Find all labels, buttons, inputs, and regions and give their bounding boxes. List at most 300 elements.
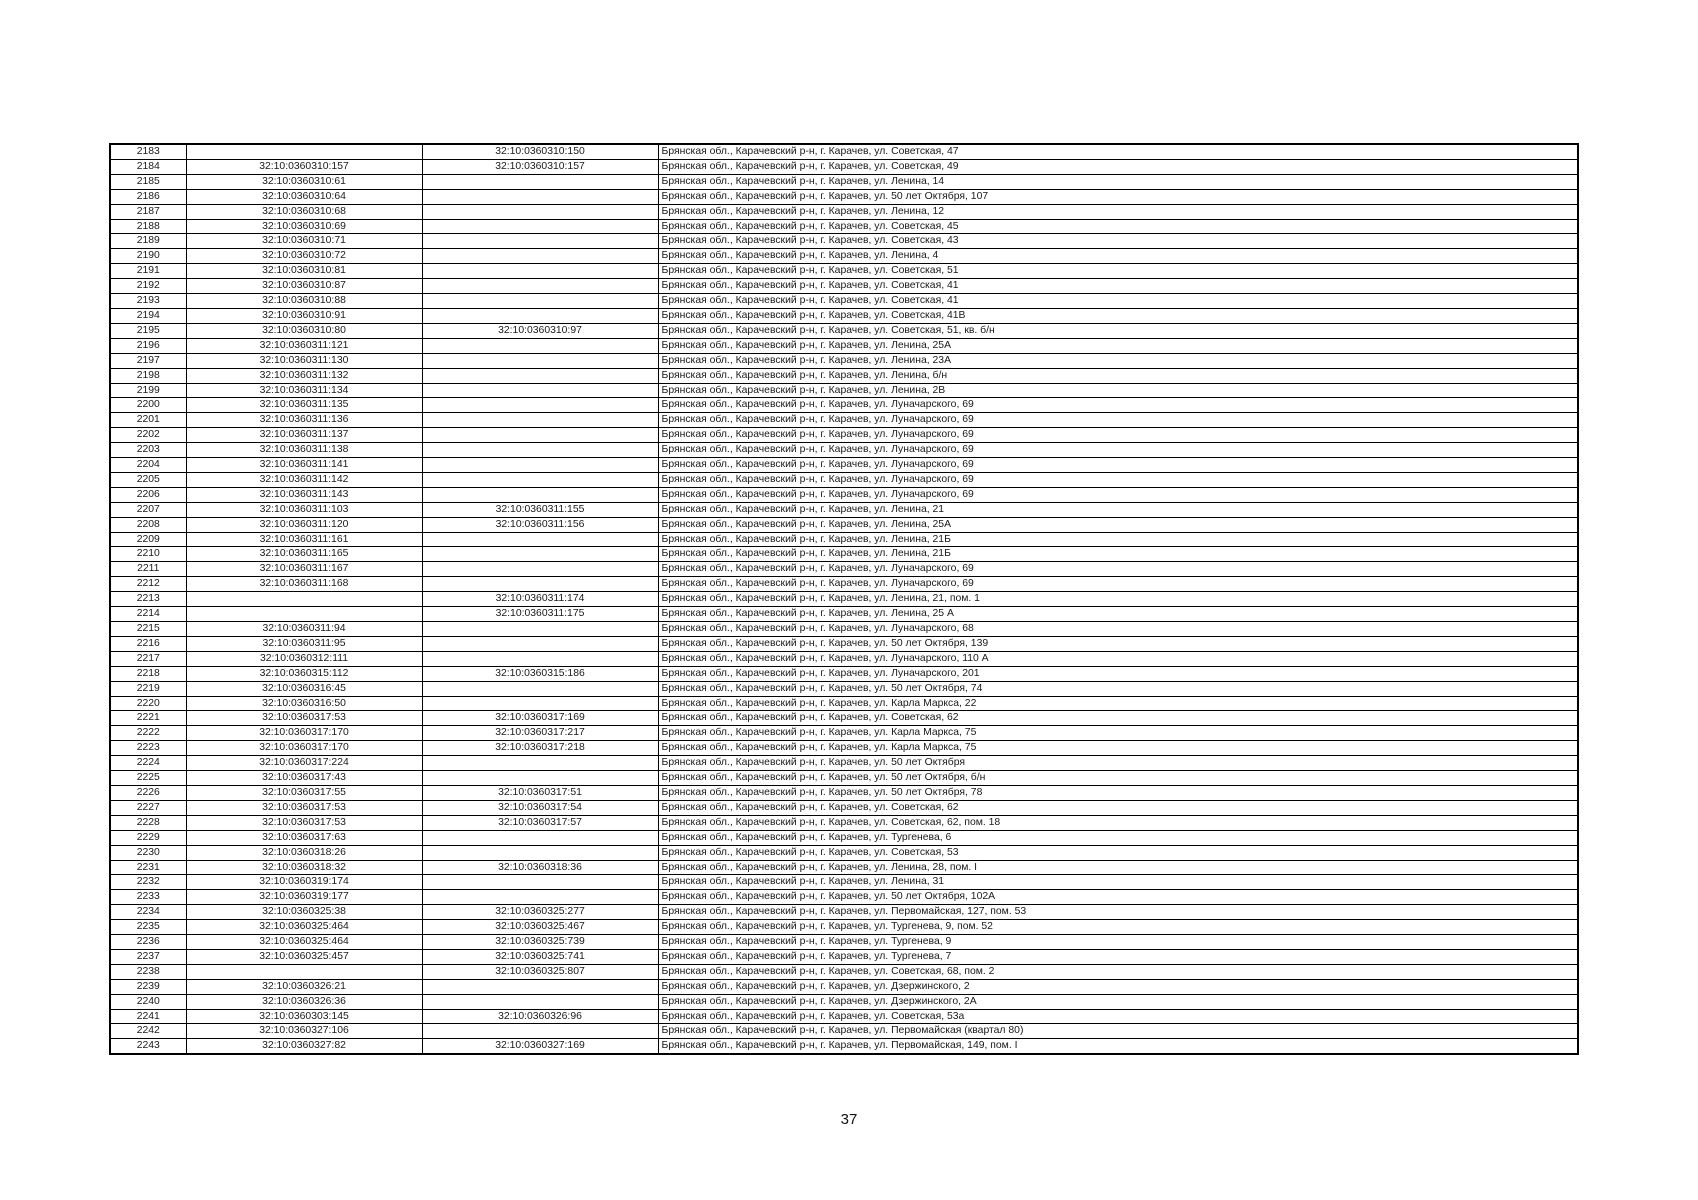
- related-cadastral-number-cell: [422, 398, 658, 413]
- address-cell: Брянская обл., Карачевский р-н, г. Карачев, ул. Ленина, 21Б: [658, 532, 1578, 547]
- row-number-cell: 2222: [110, 726, 186, 741]
- address-cell: Брянская обл., Карачевский р-н, г. Карачев, ул. Ленина, 31: [658, 875, 1578, 890]
- cadastral-number-cell: 32:10:0360316:50: [186, 696, 422, 711]
- table-row: [110, 815, 1578, 830]
- row-number-cell: 2214: [110, 607, 186, 622]
- table-row: [110, 1024, 1578, 1039]
- address-cell: Брянская обл., Карачевский р-н, г. Карачев, ул. 50 лет Октября, 74: [658, 681, 1578, 696]
- cadastral-number-cell: 32:10:0360311:120: [186, 517, 422, 532]
- table-row: [110, 502, 1578, 517]
- table-row: [110, 487, 1578, 502]
- related-cadastral-number-cell: [422, 562, 658, 577]
- related-cadastral-number-cell: 32:10:0360325:467: [422, 920, 658, 935]
- cadastral-number-cell: [186, 592, 422, 607]
- table-row: [110, 294, 1578, 309]
- related-cadastral-number-cell: [422, 696, 658, 711]
- row-number-cell: 2243: [110, 1039, 186, 1054]
- cadastral-number-cell: 32:10:0360310:87: [186, 279, 422, 294]
- address-cell: Брянская обл., Карачевский р-н, г. Карачев, ул. 50 лет Октября, 78: [658, 785, 1578, 800]
- address-cell: Брянская обл., Карачевский р-н, г. Карачев, ул. Советская, 62: [658, 711, 1578, 726]
- row-number-cell: 2217: [110, 651, 186, 666]
- address-cell: Брянская обл., Карачевский р-н, г. Карачев, ул. Тургенева, 9, пом. 52: [658, 920, 1578, 935]
- related-cadastral-number-cell: [422, 249, 658, 264]
- row-number-cell: 2189: [110, 234, 186, 249]
- related-cadastral-number-cell: 32:10:0360325:277: [422, 905, 658, 920]
- address-cell: Брянская обл., Карачевский р-н, г. Карачев, ул. Луначарского, 110 А: [658, 651, 1578, 666]
- address-cell: Брянская обл., Карачевский р-н, г. Карачев, ул. Луначарского, 69: [658, 413, 1578, 428]
- cadastral-number-cell: 32:10:0360318:32: [186, 860, 422, 875]
- related-cadastral-number-cell: [422, 264, 658, 279]
- address-cell: Брянская обл., Карачевский р-н, г. Карачев, ул. Ленина, 28, пом. I: [658, 860, 1578, 875]
- cadastral-number-cell: 32:10:0360326:21: [186, 979, 422, 994]
- row-number-cell: 2238: [110, 964, 186, 979]
- row-number-cell: 2224: [110, 756, 186, 771]
- row-number-cell: 2234: [110, 905, 186, 920]
- table-row: [110, 219, 1578, 234]
- table-row: [110, 204, 1578, 219]
- row-number-cell: 2188: [110, 219, 186, 234]
- row-number-cell: 2229: [110, 830, 186, 845]
- row-number-cell: 2228: [110, 815, 186, 830]
- related-cadastral-number-cell: [422, 547, 658, 562]
- row-number-cell: 2187: [110, 204, 186, 219]
- cadastral-number-cell: 32:10:0360311:135: [186, 398, 422, 413]
- address-cell: Брянская обл., Карачевский р-н, г. Карачев, ул. Луначарского, 68: [658, 622, 1578, 637]
- address-cell: Брянская обл., Карачевский р-н, г. Карачев, ул. Дзержинского, 2: [658, 979, 1578, 994]
- related-cadastral-number-cell: [422, 636, 658, 651]
- cadastral-number-cell: 32:10:0360311:95: [186, 636, 422, 651]
- row-number-cell: 2209: [110, 532, 186, 547]
- address-cell: Брянская обл., Карачевский р-н, г. Карачев, ул. Советская, 53а: [658, 1009, 1578, 1024]
- table-row: [110, 651, 1578, 666]
- address-cell: Брянская обл., Карачевский р-н, г. Карачев, ул. Ленина, 25А: [658, 338, 1578, 353]
- address-cell: Брянская обл., Карачевский р-н, г. Карачев, ул. Советская, 53: [658, 845, 1578, 860]
- cadastral-number-cell: 32:10:0360311:165: [186, 547, 422, 562]
- address-cell: Брянская обл., Карачевский р-н, г. Карачев, ул. Советская, 49: [658, 159, 1578, 174]
- related-cadastral-number-cell: 32:10:0360317:54: [422, 800, 658, 815]
- row-number-cell: 2190: [110, 249, 186, 264]
- table-row: [110, 353, 1578, 368]
- address-cell: Брянская обл., Карачевский р-н, г. Карачев, ул. Советская, 51, кв. б/н: [658, 323, 1578, 338]
- row-number-cell: 2195: [110, 323, 186, 338]
- address-cell: Брянская обл., Карачевский р-н, г. Карачев, ул. Луначарского, 69: [658, 487, 1578, 502]
- related-cadastral-number-cell: [422, 979, 658, 994]
- table-row: [110, 741, 1578, 756]
- table-row: [110, 771, 1578, 786]
- related-cadastral-number-cell: [422, 368, 658, 383]
- cadastral-number-cell: 32:10:0360303:145: [186, 1009, 422, 1024]
- cadastral-number-cell: 32:10:0360311:138: [186, 443, 422, 458]
- address-cell: Брянская обл., Карачевский р-н, г. Карачев, ул. 50 лет Октября, 102А: [658, 890, 1578, 905]
- table-row: [110, 517, 1578, 532]
- table-row: [110, 935, 1578, 950]
- row-number-cell: 2231: [110, 860, 186, 875]
- cadastral-number-cell: 32:10:0360311:142: [186, 472, 422, 487]
- row-number-cell: 2192: [110, 279, 186, 294]
- address-cell: Брянская обл., Карачевский р-н, г. Карачев, ул. Советская, 68, пом. 2: [658, 964, 1578, 979]
- related-cadastral-number-cell: [422, 890, 658, 905]
- cadastral-number-cell: 32:10:0360317:63: [186, 830, 422, 845]
- row-number-cell: 2198: [110, 368, 186, 383]
- table-row: [110, 711, 1578, 726]
- row-number-cell: 2240: [110, 994, 186, 1009]
- row-number-cell: 2211: [110, 562, 186, 577]
- related-cadastral-number-cell: [422, 219, 658, 234]
- cadastral-number-cell: 32:10:0360311:132: [186, 368, 422, 383]
- row-number-cell: 2202: [110, 428, 186, 443]
- related-cadastral-number-cell: 32:10:0360310:157: [422, 159, 658, 174]
- cadastral-number-cell: 32:10:0360319:177: [186, 890, 422, 905]
- table-row: [110, 398, 1578, 413]
- table-row: [110, 622, 1578, 637]
- row-number-cell: 2216: [110, 636, 186, 651]
- address-cell: Брянская обл., Карачевский р-н, г. Карачев, ул. Советская, 51: [658, 264, 1578, 279]
- cadastral-number-cell: 32:10:0360315:112: [186, 666, 422, 681]
- related-cadastral-number-cell: [422, 353, 658, 368]
- related-cadastral-number-cell: [422, 174, 658, 189]
- table-row: [110, 383, 1578, 398]
- address-cell: Брянская обл., Карачевский р-н, г. Карачев, ул. Ленина, 25А: [658, 517, 1578, 532]
- related-cadastral-number-cell: [422, 204, 658, 219]
- table-row: [110, 1039, 1578, 1054]
- cadastral-number-cell: 32:10:0360319:174: [186, 875, 422, 890]
- row-number-cell: 2208: [110, 517, 186, 532]
- table-row: [110, 577, 1578, 592]
- address-cell: Брянская обл., Карачевский р-н, г. Карачев, ул. Советская, 47: [658, 144, 1578, 159]
- row-number-cell: 2194: [110, 308, 186, 323]
- table-row: [110, 964, 1578, 979]
- cadastral-number-cell: 32:10:0360310:61: [186, 174, 422, 189]
- related-cadastral-number-cell: [422, 994, 658, 1009]
- address-cell: Брянская обл., Карачевский р-н, г. Карачев, ул. Тургенева, 6: [658, 830, 1578, 845]
- row-number-cell: 2191: [110, 264, 186, 279]
- cadastral-number-cell: 32:10:0360311:121: [186, 338, 422, 353]
- cadastral-number-cell: 32:10:0360311:167: [186, 562, 422, 577]
- related-cadastral-number-cell: [422, 1024, 658, 1039]
- row-number-cell: 2220: [110, 696, 186, 711]
- related-cadastral-number-cell: [422, 338, 658, 353]
- table-row: [110, 174, 1578, 189]
- row-number-cell: 2213: [110, 592, 186, 607]
- cadastral-number-cell: 32:10:0360317:55: [186, 785, 422, 800]
- table-row: [110, 830, 1578, 845]
- cadastral-number-cell: 32:10:0360310:64: [186, 189, 422, 204]
- table-row: [110, 144, 1578, 159]
- row-number-cell: 2223: [110, 741, 186, 756]
- address-cell: Брянская обл., Карачевский р-н, г. Карачев, ул. Луначарского, 69: [658, 577, 1578, 592]
- table-row: [110, 189, 1578, 204]
- cadastral-number-cell: 32:10:0360311:130: [186, 353, 422, 368]
- related-cadastral-number-cell: [422, 308, 658, 323]
- row-number-cell: 2237: [110, 949, 186, 964]
- row-number-cell: 2193: [110, 294, 186, 309]
- row-number-cell: 2239: [110, 979, 186, 994]
- row-number-cell: 2186: [110, 189, 186, 204]
- related-cadastral-number-cell: 32:10:0360325:741: [422, 949, 658, 964]
- address-cell: Брянская обл., Карачевский р-н, г. Карачев, ул. Тургенева, 9: [658, 935, 1578, 950]
- address-cell: Брянская обл., Карачевский р-н, г. Карачев, ул. Луначарского, 69: [658, 443, 1578, 458]
- cadastral-number-cell: 32:10:0360310:91: [186, 308, 422, 323]
- related-cadastral-number-cell: 32:10:0360327:169: [422, 1039, 658, 1054]
- table-row: [110, 920, 1578, 935]
- table-row: [110, 323, 1578, 338]
- table-body: [110, 144, 1578, 1054]
- related-cadastral-number-cell: 32:10:0360317:217: [422, 726, 658, 741]
- address-cell: Брянская обл., Карачевский р-н, г. Карачев, ул. Ленина, 21, пом. 1: [658, 592, 1578, 607]
- row-number-cell: 2197: [110, 353, 186, 368]
- cadastral-number-cell: 32:10:0360317:53: [186, 711, 422, 726]
- related-cadastral-number-cell: [422, 771, 658, 786]
- address-cell: Брянская обл., Карачевский р-н, г. Карачев, ул. Ленина, 21Б: [658, 547, 1578, 562]
- table-row: [110, 279, 1578, 294]
- cadastral-number-cell: [186, 144, 422, 159]
- related-cadastral-number-cell: [422, 577, 658, 592]
- row-number-cell: 2201: [110, 413, 186, 428]
- cadastral-number-cell: 32:10:0360310:157: [186, 159, 422, 174]
- cadastral-number-cell: 32:10:0360325:38: [186, 905, 422, 920]
- row-number-cell: 2184: [110, 159, 186, 174]
- cadastral-number-cell: 32:10:0360318:26: [186, 845, 422, 860]
- related-cadastral-number-cell: 32:10:0360317:218: [422, 741, 658, 756]
- table-row: [110, 338, 1578, 353]
- table-row: [110, 249, 1578, 264]
- row-number-cell: 2196: [110, 338, 186, 353]
- related-cadastral-number-cell: 32:10:0360311:156: [422, 517, 658, 532]
- table-row: [110, 368, 1578, 383]
- address-cell: Брянская обл., Карачевский р-н, г. Карачев, ул. Дзержинского, 2А: [658, 994, 1578, 1009]
- row-number-cell: 2215: [110, 622, 186, 637]
- table-row: [110, 1009, 1578, 1024]
- address-cell: Брянская обл., Карачевский р-н, г. Карачев, ул. Советская, 41: [658, 279, 1578, 294]
- table-row: [110, 666, 1578, 681]
- page-number: 37: [840, 1111, 858, 1128]
- related-cadastral-number-cell: [422, 681, 658, 696]
- row-number-cell: 2183: [110, 144, 186, 159]
- table-row: [110, 264, 1578, 279]
- cadastral-number-cell: 32:10:0360317:224: [186, 756, 422, 771]
- address-cell: Брянская обл., Карачевский р-н, г. Карачев, ул. 50 лет Октября, 139: [658, 636, 1578, 651]
- address-cell: Брянская обл., Карачевский р-н, г. Карачев, ул. Карла Маркса, 75: [658, 741, 1578, 756]
- cadastral-number-cell: 32:10:0360311:134: [186, 383, 422, 398]
- address-cell: Брянская обл., Карачевский р-н, г. Карачев, ул. Ленина, 23А: [658, 353, 1578, 368]
- table-row: [110, 785, 1578, 800]
- row-number-cell: 2207: [110, 502, 186, 517]
- cadastral-number-cell: 32:10:0360327:82: [186, 1039, 422, 1054]
- row-number-cell: 2206: [110, 487, 186, 502]
- address-cell: Брянская обл., Карачевский р-н, г. Карачев, ул. Луначарского, 69: [658, 458, 1578, 473]
- address-cell: Брянская обл., Карачевский р-н, г. Карачев, ул. Карла Маркса, 22: [658, 696, 1578, 711]
- table-row: [110, 458, 1578, 473]
- related-cadastral-number-cell: [422, 487, 658, 502]
- related-cadastral-number-cell: 32:10:0360326:96: [422, 1009, 658, 1024]
- related-cadastral-number-cell: 32:10:0360311:155: [422, 502, 658, 517]
- related-cadastral-number-cell: [422, 845, 658, 860]
- table-row: [110, 308, 1578, 323]
- address-cell: Брянская обл., Карачевский р-н, г. Карачев, ул. Советская, 41: [658, 294, 1578, 309]
- cadastral-number-cell: 32:10:0360311:94: [186, 622, 422, 637]
- row-number-cell: 2242: [110, 1024, 186, 1039]
- cadastral-number-cell: 32:10:0360310:69: [186, 219, 422, 234]
- cadastral-number-cell: 32:10:0360310:72: [186, 249, 422, 264]
- cadastral-number-cell: 32:10:0360312:111: [186, 651, 422, 666]
- related-cadastral-number-cell: [422, 383, 658, 398]
- related-cadastral-number-cell: [422, 622, 658, 637]
- related-cadastral-number-cell: 32:10:0360315:186: [422, 666, 658, 681]
- row-number-cell: 2232: [110, 875, 186, 890]
- address-cell: Брянская обл., Карачевский р-н, г. Карачев, ул. Ленина, 25 А: [658, 607, 1578, 622]
- table-row: [110, 562, 1578, 577]
- related-cadastral-number-cell: 32:10:0360325:739: [422, 935, 658, 950]
- address-cell: Брянская обл., Карачевский р-н, г. Карачев, ул. Первомайская (квартал 80): [658, 1024, 1578, 1039]
- cadastral-number-cell: 32:10:0360317:53: [186, 800, 422, 815]
- cadastral-number-cell: 32:10:0360316:45: [186, 681, 422, 696]
- address-cell: Брянская обл., Карачевский р-н, г. Карачев, ул. Ленина, 12: [658, 204, 1578, 219]
- related-cadastral-number-cell: 32:10:0360310:150: [422, 144, 658, 159]
- table-row: [110, 875, 1578, 890]
- row-number-cell: 2230: [110, 845, 186, 860]
- cadastral-number-cell: 32:10:0360310:80: [186, 323, 422, 338]
- table-row: [110, 994, 1578, 1009]
- related-cadastral-number-cell: [422, 532, 658, 547]
- table-row: [110, 756, 1578, 771]
- table-row: [110, 428, 1578, 443]
- table-row: [110, 592, 1578, 607]
- row-number-cell: 2200: [110, 398, 186, 413]
- address-cell: Брянская обл., Карачевский р-н, г. Карачев, ул. Ленина, 14: [658, 174, 1578, 189]
- cadastral-number-cell: 32:10:0360311:103: [186, 502, 422, 517]
- cadastral-number-cell: 32:10:0360325:464: [186, 920, 422, 935]
- row-number-cell: 2236: [110, 935, 186, 950]
- related-cadastral-number-cell: [422, 443, 658, 458]
- table-row: [110, 905, 1578, 920]
- table-row: [110, 696, 1578, 711]
- related-cadastral-number-cell: [422, 413, 658, 428]
- table-row: [110, 607, 1578, 622]
- row-number-cell: 2235: [110, 920, 186, 935]
- row-number-cell: 2227: [110, 800, 186, 815]
- table-row: [110, 636, 1578, 651]
- row-number-cell: 2233: [110, 890, 186, 905]
- related-cadastral-number-cell: [422, 234, 658, 249]
- table-row: [110, 845, 1578, 860]
- table-row: [110, 860, 1578, 875]
- data-table: [109, 143, 1579, 1055]
- related-cadastral-number-cell: [422, 428, 658, 443]
- cadastral-number-cell: 32:10:0360327:106: [186, 1024, 422, 1039]
- related-cadastral-number-cell: 32:10:0360311:174: [422, 592, 658, 607]
- address-cell: Брянская обл., Карачевский р-н, г. Карачев, ул. Карла Маркса, 75: [658, 726, 1578, 741]
- related-cadastral-number-cell: 32:10:0360325:807: [422, 964, 658, 979]
- table-row: [110, 234, 1578, 249]
- address-cell: Брянская обл., Карачевский р-н, г. Карачев, ул. 50 лет Октября, б/н: [658, 771, 1578, 786]
- cadastral-number-cell: 32:10:0360311:137: [186, 428, 422, 443]
- related-cadastral-number-cell: [422, 756, 658, 771]
- row-number-cell: 2221: [110, 711, 186, 726]
- row-number-cell: 2219: [110, 681, 186, 696]
- address-cell: Брянская обл., Карачевский р-н, г. Карачев, ул. Луначарского, 69: [658, 398, 1578, 413]
- address-cell: Брянская обл., Карачевский р-н, г. Карачев, ул. 50 лет Октября: [658, 756, 1578, 771]
- address-cell: Брянская обл., Карачевский р-н, г. Карачев, ул. Луначарского, 201: [658, 666, 1578, 681]
- related-cadastral-number-cell: 32:10:0360310:97: [422, 323, 658, 338]
- table-row: [110, 681, 1578, 696]
- address-cell: Брянская обл., Карачевский р-н, г. Карачев, ул. Луначарского, 69: [658, 562, 1578, 577]
- cadastral-number-cell: 32:10:0360317:170: [186, 726, 422, 741]
- table-row: [110, 547, 1578, 562]
- address-cell: Брянская обл., Карачевский р-н, г. Карачев, ул. Луначарского, 69: [658, 472, 1578, 487]
- table-row: [110, 472, 1578, 487]
- cadastral-number-cell: [186, 607, 422, 622]
- related-cadastral-number-cell: 32:10:0360317:169: [422, 711, 658, 726]
- row-number-cell: 2204: [110, 458, 186, 473]
- row-number-cell: 2203: [110, 443, 186, 458]
- cadastral-number-cell: 32:10:0360310:88: [186, 294, 422, 309]
- address-cell: Брянская обл., Карачевский р-н, г. Карачев, ул. Советская, 45: [658, 219, 1578, 234]
- table-row: [110, 532, 1578, 547]
- related-cadastral-number-cell: 32:10:0360318:36: [422, 860, 658, 875]
- address-cell: Брянская обл., Карачевский р-н, г. Карачев, ул. Ленина, б/н: [658, 368, 1578, 383]
- address-cell: Брянская обл., Карачевский р-н, г. Карачев, ул. Советская, 41В: [658, 308, 1578, 323]
- related-cadastral-number-cell: [422, 472, 658, 487]
- row-number-cell: 2225: [110, 771, 186, 786]
- address-cell: Брянская обл., Карачевский р-н, г. Карачев, ул. Первомайская, 149, пом. I: [658, 1039, 1578, 1054]
- row-number-cell: 2226: [110, 785, 186, 800]
- related-cadastral-number-cell: 32:10:0360317:57: [422, 815, 658, 830]
- table-row: [110, 159, 1578, 174]
- table-row: [110, 413, 1578, 428]
- table-row: [110, 443, 1578, 458]
- row-number-cell: 2210: [110, 547, 186, 562]
- related-cadastral-number-cell: [422, 875, 658, 890]
- related-cadastral-number-cell: [422, 279, 658, 294]
- cadastral-number-cell: 32:10:0360325:457: [186, 949, 422, 964]
- address-cell: Брянская обл., Карачевский р-н, г. Карачев, ул. Советская, 43: [658, 234, 1578, 249]
- related-cadastral-number-cell: [422, 830, 658, 845]
- address-cell: Брянская обл., Карачевский р-н, г. Карачев, ул. Советская, 62, пом. 18: [658, 815, 1578, 830]
- table-row: [110, 726, 1578, 741]
- address-cell: Брянская обл., Карачевский р-н, г. Карачев, ул. Луначарского, 69: [658, 428, 1578, 443]
- cadastral-number-cell: 32:10:0360310:71: [186, 234, 422, 249]
- address-cell: Брянская обл., Карачевский р-н, г. Карачев, ул. Первомайская, 127, пом. 53: [658, 905, 1578, 920]
- cadastral-number-cell: 32:10:0360317:43: [186, 771, 422, 786]
- cadastral-number-cell: 32:10:0360317:170: [186, 741, 422, 756]
- table-row: [110, 949, 1578, 964]
- cadastral-number-cell: 32:10:0360311:143: [186, 487, 422, 502]
- cadastral-number-cell: 32:10:0360310:81: [186, 264, 422, 279]
- cadastral-number-cell: 32:10:0360311:168: [186, 577, 422, 592]
- cadastral-number-cell: 32:10:0360310:68: [186, 204, 422, 219]
- cadastral-number-cell: 32:10:0360311:141: [186, 458, 422, 473]
- row-number-cell: 2205: [110, 472, 186, 487]
- cadastral-number-cell: 32:10:0360317:53: [186, 815, 422, 830]
- address-cell: Брянская обл., Карачевский р-н, г. Карачев, ул. Тургенева, 7: [658, 949, 1578, 964]
- address-cell: Брянская обл., Карачевский р-н, г. Карачев, ул. Ленина, 4: [658, 249, 1578, 264]
- related-cadastral-number-cell: [422, 651, 658, 666]
- row-number-cell: 2218: [110, 666, 186, 681]
- related-cadastral-number-cell: [422, 458, 658, 473]
- address-cell: Брянская обл., Карачевский р-н, г. Карачев, ул. Советская, 62: [658, 800, 1578, 815]
- table-row: [110, 800, 1578, 815]
- address-cell: Брянская обл., Карачевский р-н, г. Карачев, ул. Ленина, 21: [658, 502, 1578, 517]
- table-row: [110, 979, 1578, 994]
- cadastral-number-cell: 32:10:0360311:161: [186, 532, 422, 547]
- related-cadastral-number-cell: [422, 294, 658, 309]
- address-cell: Брянская обл., Карачевский р-н, г. Карачев, ул. Ленина, 2В: [658, 383, 1578, 398]
- row-number-cell: 2185: [110, 174, 186, 189]
- related-cadastral-number-cell: 32:10:0360311:175: [422, 607, 658, 622]
- related-cadastral-number-cell: [422, 189, 658, 204]
- address-cell: Брянская обл., Карачевский р-н, г. Карачев, ул. 50 лет Октября, 107: [658, 189, 1578, 204]
- cadastral-number-cell: 32:10:0360311:136: [186, 413, 422, 428]
